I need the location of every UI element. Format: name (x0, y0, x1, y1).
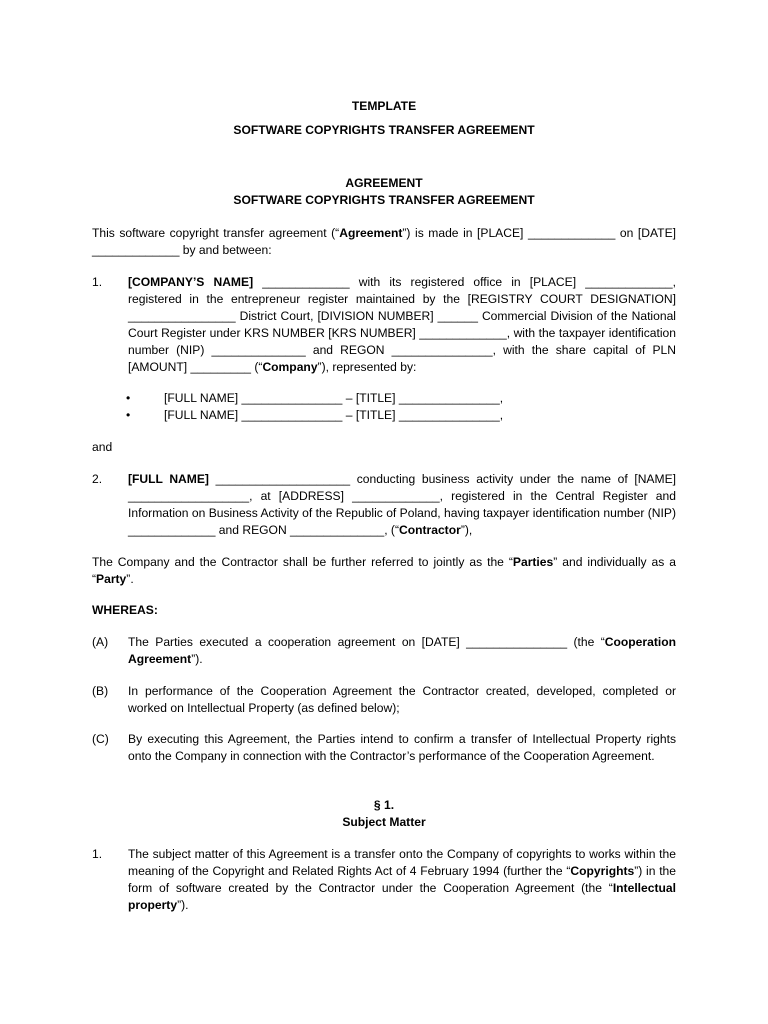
party1-number: 1. (92, 275, 103, 289)
clause-1-number: 1. (92, 847, 103, 861)
party1-paragraph: [COMPANY’S NAME] _____________ with its registered office in [PLACE] _____________, registered in the entrepreneur register maintained by the [REGISTRY COURT DESIGNATION] ________________ District Court, [DIVISION NUMBER] ______ Commercial Division of the National Court Register under KRS NUMBER [KRS NUMBER] _____________, with the taxpayer identification number (NIP) ______________ and REGON _______________, with the share capital of PLN [AMOUNT] _________ (“Company”), represented by: (128, 275, 676, 374)
agreement-subheading: SOFTWARE COPYRIGHTS TRANSFER AGREEMENT (233, 193, 535, 207)
bullet-icon: • (126, 408, 131, 422)
recital-a-label: (A) (92, 635, 109, 649)
parties-clause: The Company and the Contractor shall be further referred to jointly as the “Parties” and individually as a “Party”. (92, 555, 676, 586)
document-title: SOFTWARE COPYRIGHTS TRANSFER AGREEMENT (233, 123, 535, 137)
recital-b: In performance of the Cooperation Agreement the Contractor created, developed, completed or worked on Intellectual Property (as defined below); (128, 684, 676, 715)
recital-c: By executing this Agreement, the Parties intend to confirm a transfer of Intellectual Property rights onto the Company in connection with the Contractor’s performance of the Cooperation Agreement. (128, 732, 676, 763)
section-title: Subject Matter (342, 815, 426, 829)
intro-paragraph: This software copyright transfer agreement (“Agreement”) is made in [PLACE] _____________ on [DATE] _____________ by and between: (92, 226, 677, 257)
whereas-heading: WHEREAS: (92, 603, 158, 617)
template-label: TEMPLATE (351, 99, 417, 113)
recital-a: The Parties executed a cooperation agreement on [DATE] _______________ (the “Cooperation Agreement”). (128, 635, 676, 666)
representative-2: [FULL NAME] _______________ – [TITLE] _______________, (164, 408, 504, 422)
section-number: § 1. (373, 798, 395, 812)
recital-c-label: (C) (92, 732, 109, 746)
bullet-icon: • (126, 391, 131, 405)
representative-1: [FULL NAME] _______________ – [TITLE] _______________, (164, 391, 504, 405)
and-text: and (92, 440, 113, 454)
recital-b-label: (B) (92, 684, 109, 698)
agreement-heading: AGREEMENT (345, 176, 423, 190)
party2-paragraph: [FULL NAME] ____________________ conducting business activity under the name of [NAME] __________________, at [ADDRESS] _____________, registered in the Central Register and Information on Business Activity of the Republic of Poland, having taxpayer identification number (NIP) _____________ and REGON ______________, (“Contractor”), (128, 472, 676, 537)
party2-number: 2. (92, 472, 103, 486)
clause-1: The subject matter of this Agreement is a transfer onto the Company of copyrights to works within the meaning of the Copyright and Related Rights Act of 4 February 1994 (further the “Copyrights”) in the form of software created by the Contractor under the Cooperation Agreement (the “Intellectual property”). (128, 847, 677, 912)
